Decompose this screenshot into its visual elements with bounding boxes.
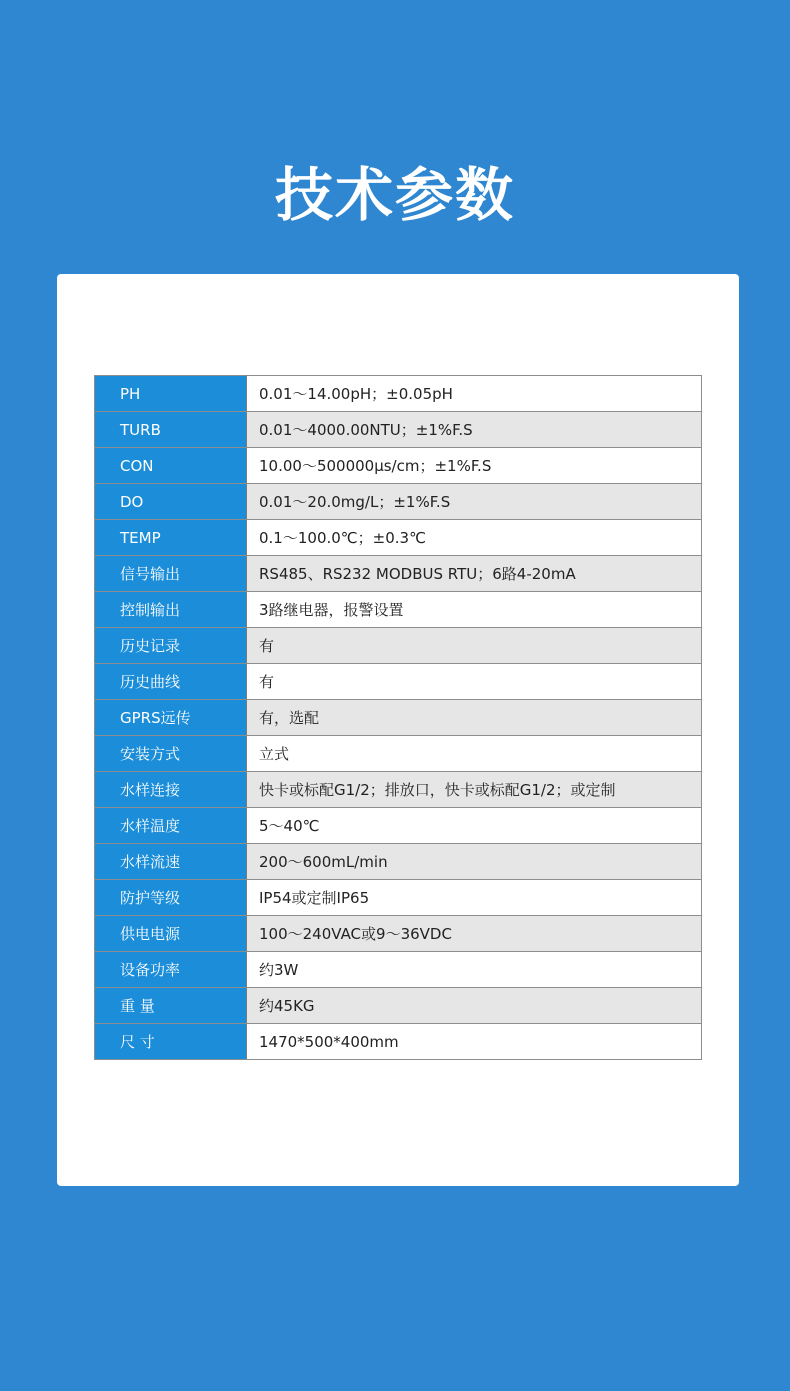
spec-value: 有 (247, 628, 702, 664)
spec-value: 1470*500*400mm (247, 1024, 702, 1060)
spec-label: GPRS远传 (95, 700, 247, 736)
spec-value: 有，选配 (247, 700, 702, 736)
spec-value: 约45KG (247, 988, 702, 1024)
spec-card (57, 274, 739, 1186)
spec-label: CON (95, 448, 247, 484)
spec-value: 200～600mL/min (247, 844, 702, 880)
spec-label: 供电电源 (95, 916, 247, 952)
table-row (95, 412, 702, 448)
spec-value: 0.01～20.0mg/L；±1%F.S (247, 484, 702, 520)
table-row (95, 556, 702, 592)
table-row (95, 484, 702, 520)
table-row (95, 916, 702, 952)
spec-value: 0.1～100.0℃；±0.3℃ (247, 520, 702, 556)
spec-value: 5～40℃ (247, 808, 702, 844)
table-row (95, 520, 702, 556)
spec-value: 3路继电器，报警设置 (247, 592, 702, 628)
spec-table (94, 375, 702, 1060)
spec-label: 水样温度 (95, 808, 247, 844)
spec-label: DO (95, 484, 247, 520)
page-title: 技术参数 (274, 161, 515, 229)
spec-label: 重 量 (95, 988, 247, 1024)
spec-label: 安装方式 (95, 736, 247, 772)
table-row (95, 376, 702, 412)
spec-label: TURB (95, 412, 247, 448)
spec-label: TEMP (95, 520, 247, 556)
table-row (95, 736, 702, 772)
table-row (95, 952, 702, 988)
spec-label: PH (95, 376, 247, 412)
spec-value: RS485、RS232 MODBUS RTU；6路4-20mA (247, 556, 702, 592)
table-row (95, 772, 702, 808)
table-row (95, 664, 702, 700)
spec-label: 水样连接 (95, 772, 247, 808)
spec-label: 控制输出 (95, 592, 247, 628)
spec-label: 防护等级 (95, 880, 247, 916)
table-row (95, 808, 702, 844)
spec-label: 水样流速 (95, 844, 247, 880)
spec-label: 尺 寸 (95, 1024, 247, 1060)
spec-value: 0.01～4000.00NTU；±1%F.S (247, 412, 702, 448)
spec-value: 10.00～500000μs/cm；±1%F.S (247, 448, 702, 484)
spec-value: 立式 (247, 736, 702, 772)
spec-label: 信号输出 (95, 556, 247, 592)
spec-value: 约3W (247, 952, 702, 988)
table-row (95, 700, 702, 736)
spec-value: 100～240VAC或9～36VDC (247, 916, 702, 952)
table-row (95, 1024, 702, 1060)
spec-value: 有 (247, 664, 702, 700)
table-row (95, 844, 702, 880)
spec-label: 历史曲线 (95, 664, 247, 700)
spec-value: 0.01～14.00pH；±0.05pH (247, 376, 702, 412)
table-row (95, 988, 702, 1024)
table-row (95, 880, 702, 916)
spec-value: 快卡或标配G1/2；排放口，快卡或标配G1/2；或定制 (247, 772, 702, 808)
spec-label: 设备功率 (95, 952, 247, 988)
spec-label: 历史记录 (95, 628, 247, 664)
table-row (95, 448, 702, 484)
table-row (95, 592, 702, 628)
table-row (95, 628, 702, 664)
spec-value: IP54或定制IP65 (247, 880, 702, 916)
